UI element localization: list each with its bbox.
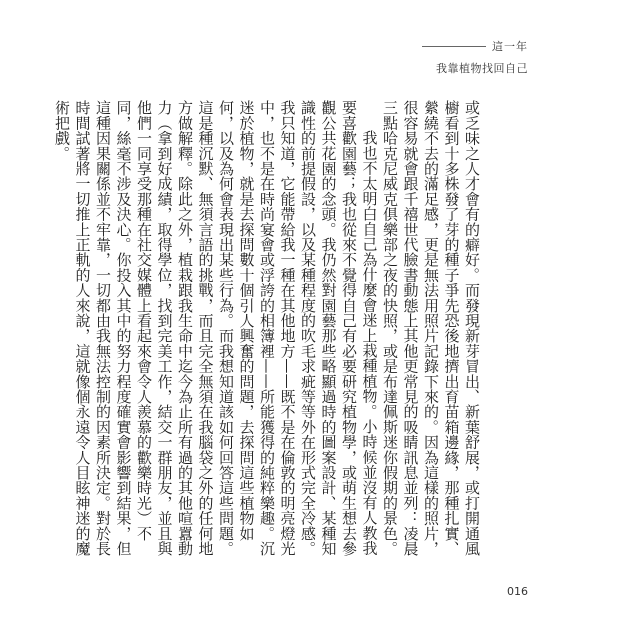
- paragraph-continued: 或乏味之人才會有的癖好。而發現新芽冒出、新葉舒展，或打開通風櫥看到十多株發了芽的種子爭先恐後地擠出育苗箱邊緣，那種扎實、縈繞不去的滿足感，更是無法用照片記錄下來的。因為這樣的照片，很容易就會跟千禧世代臉書動態上其他更常見的吸睛訊息並列：凌晨三點哈克尼威克俱樂部之夜的快照，或是布達佩斯迷你假期的景色。: [381, 100, 481, 556]
- chapter-row: [422, 38, 528, 54]
- body-text: [52, 100, 483, 570]
- paragraph: 我也不太明白自己為什麼會迷上栽種植物。小時候並沒有人教我要喜歡園藝；我也從來不覺得自己有必要研究植物學，或萌生想去參觀公共花園的念頭。我仍然對園藝那些略顯過時的圖案設計、某種知識性的前提假設，以及某種程度的吹毛求疵等等外在形式完全冷感。我只知道，它能帶給我一種在其他地方——既不是在倫敦的明亮燈光中，也不是在時尚宴會或浮誇的相簿裡——所能獲得的純粹樂趣。沉迷於植物，就是去探問數十個引人興奮的問題，去探問這些植物如何，以及為何會表現出某些行為。而我想知道該如何回答這些問題。這是種沉默、無須言語的挑戰，而且完全無須在我腦袋之外的任何地方做解釋。除此之外，植栽跟我生命中迄今為止所有過的其他喧囂動力（拿到好成績，取得學位，找到完美工作，結交一群朋友，並且與他們一同享受那種在社交媒體上看起來會令人羨慕的歡樂時光）不同，絲毫不涉及決心。你投入其中的努力程度確實會影響到結果，但這種因果關係並不牢靠，一切都由我無法控制的因素所決定。對於長時間試著將一切推上正軌的人來說，這就像個永遠令人目眩神迷的魔術把戲。: [53, 100, 379, 556]
- header-rule: [422, 46, 486, 47]
- chapter-title: 這一年: [492, 40, 528, 53]
- page-number: 016: [507, 585, 528, 598]
- book-subtitle: 我靠植物找回自己: [436, 62, 528, 75]
- running-header: [422, 38, 528, 76]
